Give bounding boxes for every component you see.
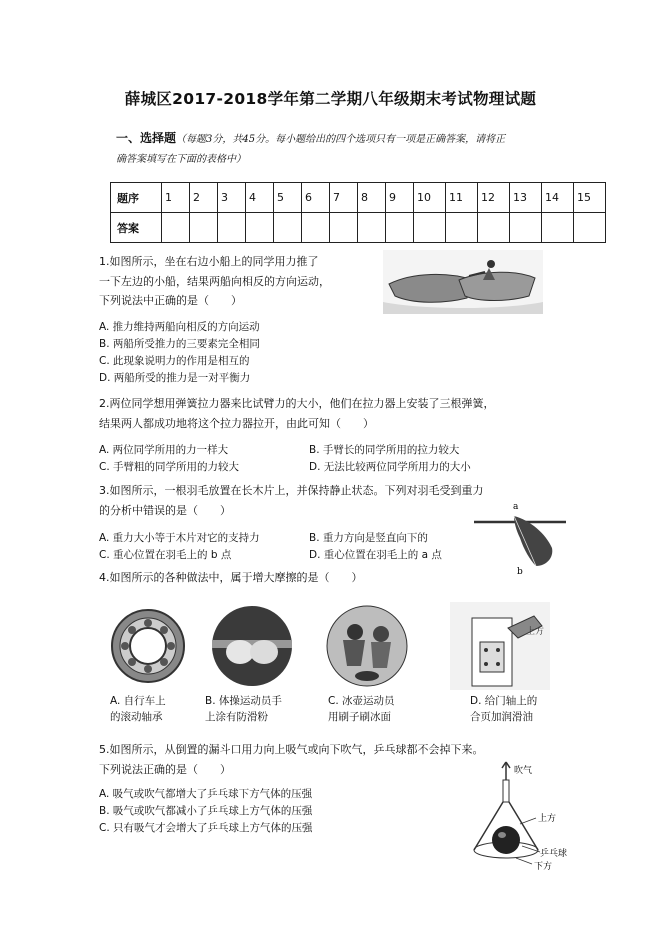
question-text: 4.如图所示的各种做法中，属于增大摩擦的是（ ） xyxy=(99,571,363,584)
question-text: 下列说法正确的是（ ） xyxy=(99,762,231,776)
option: B. 吸气或吹气都减小了乒乓球上方气体的压强 xyxy=(99,805,313,817)
q4-caption-d xyxy=(470,693,537,725)
caption-line: 用刷子刷冰面 xyxy=(328,711,391,723)
option: B. 重力方向是竖直向下的 xyxy=(309,532,428,544)
answer-cell[interactable] xyxy=(218,213,246,243)
question-text: 5.如图所示，从倒置的漏斗口用力向上吸气或向下吹气，乒乓球都不会掉下来。 xyxy=(99,743,484,756)
boats-figure xyxy=(383,250,543,314)
answer-cell[interactable] xyxy=(162,213,190,243)
answer-cell[interactable] xyxy=(330,213,358,243)
answer-col-number: 4 xyxy=(246,183,274,213)
option: B. 手臂长的同学所用的拉力较大 xyxy=(309,444,460,456)
section-heading: 一、选择题 xyxy=(116,131,177,145)
caption-line: 的滚动轴承 xyxy=(110,711,163,723)
question-2-options xyxy=(99,442,569,476)
question-1-options xyxy=(99,319,379,387)
answer-cell[interactable] xyxy=(446,213,478,243)
curling-figure xyxy=(325,604,409,688)
bearing-figure xyxy=(108,602,188,690)
funnel-figure xyxy=(460,760,580,872)
option: A. 推力维持两船向相反的方向运动 xyxy=(99,321,260,333)
answer-cell[interactable] xyxy=(190,213,218,243)
answer-cell[interactable] xyxy=(274,213,302,243)
question-text: 下列说法中正确的是（ ） xyxy=(99,294,242,307)
svg-text:上方: 上方 xyxy=(526,627,545,637)
section-note-line1: （每题3分，共45分。每小题给出的四个选项只有一项是正确答案，请将正 xyxy=(176,134,506,145)
caption-line: D. 给门轴上的 xyxy=(470,695,538,707)
section-note-line2: 确答案填写在下面的表格中） xyxy=(116,154,246,165)
answer-col-number: 14 xyxy=(542,183,574,213)
option: A. 吸气或吹气都增大了乒乓球下方气体的压强 xyxy=(99,788,313,800)
answer-cell[interactable] xyxy=(478,213,510,243)
question-text: 结果两人都成功地将这个拉力器拉开，由此可知（ ） xyxy=(99,416,374,430)
answer-col-number: 8 xyxy=(358,183,386,213)
question-3-options xyxy=(99,530,479,564)
answer-col-number: 11 xyxy=(446,183,478,213)
option: C. 重心位置在羽毛上的 b 点 xyxy=(99,549,232,561)
answer-cell[interactable] xyxy=(510,213,542,243)
q4-caption-b xyxy=(205,693,282,725)
feather-label-b: b xyxy=(517,567,523,576)
answer-table-answer-row xyxy=(111,213,606,243)
section-instructions xyxy=(116,128,576,170)
answer-col-number: 6 xyxy=(302,183,330,213)
row-label-number: 题序 xyxy=(111,183,162,213)
feather-label-a: a xyxy=(513,502,519,512)
answer-cell[interactable] xyxy=(542,213,574,243)
answer-cell[interactable] xyxy=(302,213,330,243)
answer-col-number: 3 xyxy=(218,183,246,213)
caption-line: C. 冰壶运动员 xyxy=(328,695,395,707)
answer-col-number: 15 xyxy=(574,183,606,213)
funnel-label-ball: 乒乓球 xyxy=(540,849,568,859)
caption-line: 合页加润滑油 xyxy=(470,711,533,723)
answer-col-number: 5 xyxy=(274,183,302,213)
answer-col-number: 7 xyxy=(330,183,358,213)
option: D. 重心位置在羽毛上的 a 点 xyxy=(309,549,442,561)
feather-figure xyxy=(470,500,570,576)
question-4 xyxy=(99,568,569,588)
door-hinge-figure xyxy=(450,602,550,690)
funnel-label-blow: 吹气 xyxy=(514,766,533,776)
funnel-label-top: 上方 xyxy=(538,814,557,824)
option: C. 只有吸气才会增大了乒乓球上方气体的压强 xyxy=(99,822,313,834)
answer-table xyxy=(110,182,606,243)
answer-cell[interactable] xyxy=(414,213,446,243)
caption-line: 上涂有防滑粉 xyxy=(205,711,268,723)
answer-table-header-row xyxy=(111,183,606,213)
answer-col-number: 10 xyxy=(414,183,446,213)
question-text: 一下左边的小船，结果两船向相反的方向运动， xyxy=(99,274,330,288)
answer-col-number: 1 xyxy=(162,183,190,213)
answer-cell[interactable] xyxy=(246,213,274,243)
option: A. 重力大小等于木片对它的支持力 xyxy=(99,532,260,544)
gymnast-hands-figure xyxy=(210,604,294,688)
answer-col-number: 9 xyxy=(386,183,414,213)
question-text: 3.如图所示，一根羽毛放置在长木片上，并保持静止状态。下列对羽毛受到重力 xyxy=(99,484,484,497)
question-1 xyxy=(99,252,379,311)
option: D. 无法比较两位同学所用力的大小 xyxy=(309,461,471,473)
answer-cell[interactable] xyxy=(358,213,386,243)
caption-line: B. 体操运动员手 xyxy=(205,695,282,707)
answer-col-number: 12 xyxy=(478,183,510,213)
answer-col-number: 2 xyxy=(190,183,218,213)
q4-caption-a xyxy=(110,693,166,725)
funnel-label-bottom: 下方 xyxy=(534,862,553,872)
question-text: 2.两位同学想用弹簧拉力器来比试臂力的大小，他们在拉力器上安装了三根弹簧， xyxy=(99,397,495,410)
option: A. 两位同学所用的力一样大 xyxy=(99,444,229,456)
option: C. 手臂粗的同学所用的力较大 xyxy=(99,461,240,473)
answer-cell[interactable] xyxy=(574,213,606,243)
option: B. 两船所受推力的三要素完全相同 xyxy=(99,338,260,350)
question-2 xyxy=(99,394,569,433)
q4-caption-c xyxy=(328,693,395,725)
answer-col-number: 13 xyxy=(510,183,542,213)
question-text: 的分析中错误的是（ ） xyxy=(99,503,231,517)
question-text: 1.如图所示，坐在右边小船上的同学用力推了 xyxy=(99,255,319,268)
option: C. 此现象说明力的作用是相互的 xyxy=(99,355,250,367)
page-title: 薛城区2017-2018学年第二学期八年级期末考试物理试题 xyxy=(124,90,537,108)
option: D. 两船所受的推力是一对平衡力 xyxy=(99,372,251,384)
question-5-options xyxy=(99,786,459,837)
caption-line: A. 自行车上 xyxy=(110,695,166,707)
answer-cell[interactable] xyxy=(386,213,414,243)
row-label-answer: 答案 xyxy=(111,213,162,243)
